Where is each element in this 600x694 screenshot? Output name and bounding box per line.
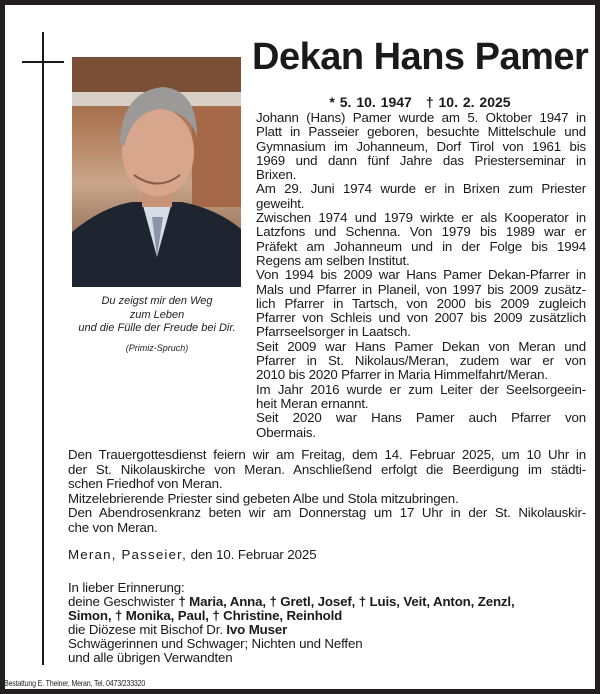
date: den 10. Februar 2025 [190, 547, 317, 562]
funeral-home-footer: Bestattung E. Theiner, Meran, Tel. 0473/233320 [4, 679, 146, 688]
life-dates [252, 94, 588, 110]
cross-icon [42, 32, 44, 665]
text-line: Zwischen 1974 und 1979 wirkte er als Kooperator in [256, 210, 586, 226]
diocese-prefix: die Diözese mit Bischof Dr. [68, 622, 227, 637]
quote-line: Du zeigst mir den Weg [101, 295, 213, 307]
text-line: Brixen. [256, 167, 297, 183]
text-line: Pfarrseelsorger in Laatsch. [256, 324, 411, 340]
text-line: Am 29. Juni 1974 wurde er in Brixen zum Priester [256, 181, 586, 197]
quote [65, 295, 249, 355]
bishop-name: Ivo Muser [226, 622, 288, 637]
remembrance [68, 581, 586, 665]
text-line: che von Meran. [68, 519, 158, 535]
remembrance-intro: In lieber Erinnerung: [68, 580, 185, 595]
deceased-name: Dekan Hans Pamer [252, 36, 589, 78]
text-line: Präfekt am Johanneum und in der Folge bis 1994 [256, 238, 586, 254]
text-line: Latzfons und Schenna. Von 1979 bis 1989 war er [256, 224, 586, 240]
biography [256, 111, 586, 440]
inlaws-line: Schwägerinnen und Schwager; Nichten und Neffen [68, 636, 363, 651]
place: Meran, Passeier, [68, 547, 187, 562]
quote-line: zum Leben [129, 308, 185, 321]
text-line: schen Friedhof von Meran. [68, 476, 223, 492]
siblings-prefix: deine Geschwister [68, 594, 179, 609]
text-line: heit Meran ernannt. [256, 395, 369, 411]
text-line: Von 1994 bis 2009 war Hans Pamer Dekan-Pfarrer in [256, 267, 586, 283]
siblings-names: † Maria, Anna, † Gretl, Josef, † Luis, Veit, Anton, Zenzl, [178, 594, 515, 609]
relatives-line: und alle übrigen Verwandten [68, 650, 233, 665]
text-line: lich Pfarrer in Tartsch, von 2000 bis 2009 zugleich [256, 295, 586, 311]
portrait-photo [72, 57, 241, 287]
text-line: 1969 und dann fünf Jahre das Priesterseminar in [256, 152, 586, 168]
text-line: Pfarrer von Schleis und von 2007 bis 2009 zusätzlich [256, 310, 586, 326]
birth-date: * 5. 10. 1947 [329, 94, 412, 110]
text-line: Mitzelebrierende Priester sind gebeten Albe und Stola mitzubringen. [68, 490, 459, 506]
text-line: Seit 2020 war Hans Pamer auch Pfarrer von [256, 410, 586, 426]
text-line: Platt in Passeier geboren, besuchte Mittelschule und [256, 124, 586, 140]
death-date: † 10. 2. 2025 [425, 94, 511, 110]
quote-line: und die Fülle der Freude bei Dir. [78, 322, 236, 334]
text-line: Mals und Pfarrer in Planeil, von 1997 bis 2009 zusätz- [256, 281, 586, 297]
text-line: Obermais. [256, 424, 316, 440]
quote-source: (Primiz-Spruch) [125, 342, 189, 353]
cross-icon-bar [22, 61, 64, 63]
text-line: Regens am selben Institut. [256, 252, 410, 268]
siblings-line [68, 595, 586, 609]
text-line: Gymnasium im Johanneum, Dorf Tirol von 1961 bis [256, 138, 586, 154]
place-date [68, 547, 317, 562]
text-line: 2010 bis 2020 Pfarrer in Maria Himmelfahrt/Meran. [256, 367, 548, 383]
text-line: der St. Nikolauskirche von Meran. Anschließend erfolgt die Beerdigung im städti- [68, 461, 586, 477]
service-info [68, 448, 586, 536]
text-line: Johann (Hans) Pamer wurde am 5. Oktober 1947 in [256, 110, 586, 125]
text-line: geweiht. [256, 195, 305, 211]
text-line: Den Trauergottesdienst feiern wir am Freitag, dem 14. Februar 2025, um 10 Uhr in [68, 447, 586, 462]
text-line: Im Jahr 2016 wurde er zum Leiter der Seelsorgeein- [256, 381, 586, 397]
diocese-line [68, 623, 586, 637]
text-line: Den Abendrosenkranz beten wir am Donnerstag um 17 Uhr in der St. Nikolauskir- [68, 505, 586, 521]
siblings-names-cont: Simon, † Monika, Paul, † Christine, Reinhold [68, 608, 343, 623]
text-line: Seit 2009 war Hans Pamer Dekan von Meran und [256, 338, 586, 354]
text-line: Pfarrer in St. Nikolaus/Meran, zudem war er von [256, 353, 586, 369]
